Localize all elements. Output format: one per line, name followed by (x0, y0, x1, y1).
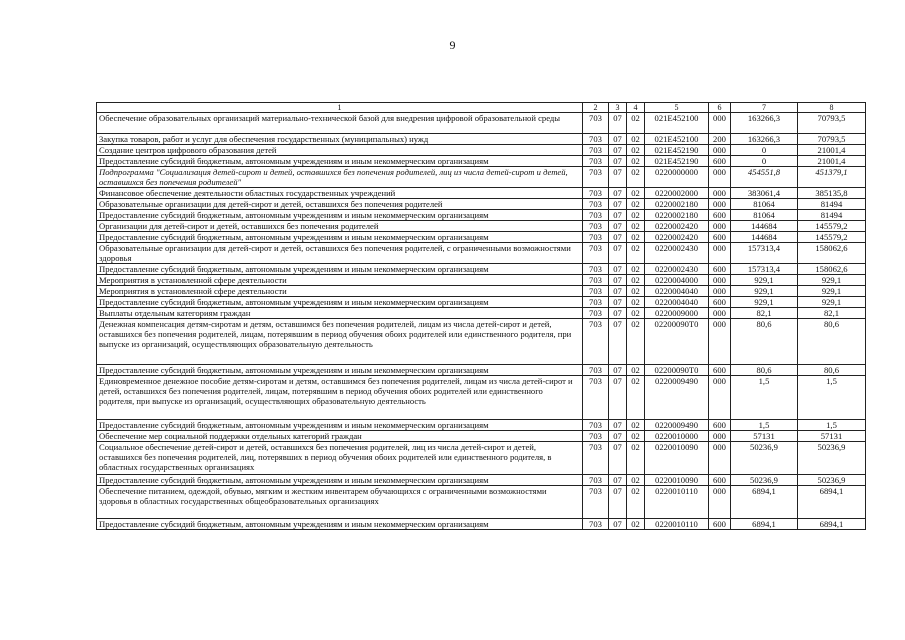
row-amount-year2-cell: 385135,8 (798, 188, 866, 199)
table-body (97, 103, 866, 530)
row-subsection-cell: 02 (627, 319, 645, 365)
table-row (97, 264, 866, 275)
table-row (97, 297, 866, 308)
row-section-cell: 07 (609, 134, 627, 145)
row-section-cell: 07 (609, 475, 627, 486)
row-amount-year1-cell: 80,6 (731, 365, 798, 376)
table-row (97, 308, 866, 319)
row-subsection-cell: 02 (627, 232, 645, 243)
row-subsection-cell: 02 (627, 275, 645, 286)
row-name-cell: Обеспечение образовательных организаций материально-технической базой для внедрения цифровой образовательной среды (97, 113, 583, 134)
row-section-cell: 07 (609, 232, 627, 243)
row-target-article-cell: 0220000000 (645, 167, 709, 188)
row-expense-type-cell: 600 (709, 420, 731, 431)
row-section-cell: 07 (609, 221, 627, 232)
table-row (97, 221, 866, 232)
row-section-cell: 07 (609, 442, 627, 475)
row-name-cell: Предоставление субсидий бюджетным, автономным учреждениям и иным некоммерческим организациям (97, 519, 583, 530)
row-name-cell: Организации для детей-сирот и детей, оставшихся без попечения родителей (97, 221, 583, 232)
row-target-article-cell: 0220009490 (645, 376, 709, 420)
row-target-article-cell: 0220002180 (645, 199, 709, 210)
row-target-article-cell: 0220002420 (645, 221, 709, 232)
row-amount-year2-cell: 929,1 (798, 297, 866, 308)
row-amount-year1-cell: 454551,8 (731, 167, 798, 188)
row-expense-type-cell: 000 (709, 308, 731, 319)
row-amount-year2-cell: 82,1 (798, 308, 866, 319)
table-row (97, 210, 866, 221)
row-subsection-cell: 02 (627, 156, 645, 167)
row-code-grbs-cell: 703 (583, 286, 609, 297)
row-code-grbs-cell: 703 (583, 232, 609, 243)
row-code-grbs-cell: 703 (583, 319, 609, 365)
row-amount-year1-cell: 81064 (731, 199, 798, 210)
row-code-grbs-cell: 703 (583, 210, 609, 221)
row-expense-type-cell: 000 (709, 431, 731, 442)
table-row (97, 365, 866, 376)
row-amount-year2-cell: 70793,5 (798, 113, 866, 134)
row-amount-year2-cell: 6894,1 (798, 486, 866, 519)
row-section-cell: 07 (609, 286, 627, 297)
row-name-cell: Образовательные организации для детей-сирот и детей, оставшихся без попечения родителей (97, 199, 583, 210)
table-row (97, 319, 866, 365)
row-subsection-cell: 02 (627, 431, 645, 442)
row-expense-type-cell: 000 (709, 113, 731, 134)
row-code-grbs-cell: 703 (583, 475, 609, 486)
row-code-grbs-cell: 703 (583, 486, 609, 519)
row-section-cell: 07 (609, 365, 627, 376)
header-cell-5: 5 (645, 103, 709, 113)
row-section-cell: 07 (609, 167, 627, 188)
row-expense-type-cell: 000 (709, 376, 731, 420)
row-target-article-cell: 021E452100 (645, 113, 709, 134)
row-section-cell: 07 (609, 431, 627, 442)
row-amount-year2-cell: 57131 (798, 431, 866, 442)
row-subsection-cell: 02 (627, 134, 645, 145)
row-name-cell: Образовательные организации для детей-сирот и детей, оставшихся без попечения родителей, с ограниченными возможностями здоровья (97, 243, 583, 264)
header-cell-1: 1 (97, 103, 583, 113)
table-row (97, 442, 866, 475)
row-amount-year2-cell: 929,1 (798, 275, 866, 286)
row-amount-year1-cell: 82,1 (731, 308, 798, 319)
row-name-cell: Обеспечение питанием, одеждой, обувью, мягким и жестким инвентарем обучающихся с ограниченными возможностями здоровья в областных государственных общеобразовательных организациях (97, 486, 583, 519)
row-expense-type-cell: 600 (709, 232, 731, 243)
row-section-cell: 07 (609, 308, 627, 319)
row-amount-year1-cell: 81064 (731, 210, 798, 221)
row-expense-type-cell: 000 (709, 145, 731, 156)
row-amount-year1-cell: 1,5 (731, 376, 798, 420)
row-section-cell: 07 (609, 188, 627, 199)
row-subsection-cell: 02 (627, 221, 645, 232)
row-section-cell: 07 (609, 275, 627, 286)
row-name-cell: Создание центров цифрового образования детей (97, 145, 583, 156)
row-code-grbs-cell: 703 (583, 134, 609, 145)
header-cell-8: 8 (798, 103, 866, 113)
row-section-cell: 07 (609, 210, 627, 221)
row-subsection-cell: 02 (627, 264, 645, 275)
row-subsection-cell: 02 (627, 210, 645, 221)
row-amount-year1-cell: 0 (731, 156, 798, 167)
row-subsection-cell: 02 (627, 113, 645, 134)
row-expense-type-cell: 600 (709, 519, 731, 530)
row-amount-year2-cell: 1,5 (798, 420, 866, 431)
row-expense-type-cell: 600 (709, 365, 731, 376)
row-amount-year2-cell: 50236,9 (798, 475, 866, 486)
table-row (97, 232, 866, 243)
row-expense-type-cell: 600 (709, 475, 731, 486)
table-row (97, 275, 866, 286)
row-amount-year1-cell: 157313,4 (731, 264, 798, 275)
row-expense-type-cell: 000 (709, 319, 731, 365)
table-row (97, 420, 866, 431)
row-amount-year2-cell: 21001,4 (798, 145, 866, 156)
row-expense-type-cell: 000 (709, 221, 731, 232)
row-amount-year2-cell: 451379,1 (798, 167, 866, 188)
row-code-grbs-cell: 703 (583, 431, 609, 442)
row-target-article-cell: 0220002000 (645, 188, 709, 199)
row-target-article-cell: 0220002430 (645, 243, 709, 264)
row-section-cell: 07 (609, 486, 627, 519)
row-expense-type-cell: 000 (709, 275, 731, 286)
row-expense-type-cell: 000 (709, 167, 731, 188)
row-subsection-cell: 02 (627, 442, 645, 475)
row-amount-year1-cell: 157313,4 (731, 243, 798, 264)
row-amount-year1-cell: 144684 (731, 232, 798, 243)
row-amount-year1-cell: 1,5 (731, 420, 798, 431)
row-section-cell: 07 (609, 420, 627, 431)
row-name-cell: Мероприятия в установленной сфере деятельности (97, 286, 583, 297)
row-name-cell: Мероприятия в установленной сфере деятельности (97, 275, 583, 286)
row-expense-type-cell: 200 (709, 134, 731, 145)
row-code-grbs-cell: 703 (583, 199, 609, 210)
row-name-cell: Предоставление субсидий бюджетным, автономным учреждениям и иным некоммерческим организациям (97, 297, 583, 308)
row-subsection-cell: 02 (627, 145, 645, 156)
row-amount-year1-cell: 929,1 (731, 286, 798, 297)
header-cell-6: 6 (709, 103, 731, 113)
row-code-grbs-cell: 703 (583, 297, 609, 308)
row-amount-year1-cell: 50236,9 (731, 442, 798, 475)
header-cell-7: 7 (731, 103, 798, 113)
row-subsection-cell: 02 (627, 188, 645, 199)
row-amount-year2-cell: 145579,2 (798, 221, 866, 232)
row-amount-year1-cell: 50236,9 (731, 475, 798, 486)
row-target-article-cell: 021E452100 (645, 134, 709, 145)
row-name-cell: Финансовое обеспечение деятельности областных государственных учреждений (97, 188, 583, 199)
row-amount-year1-cell: 383061,4 (731, 188, 798, 199)
row-subsection-cell: 02 (627, 243, 645, 264)
row-amount-year2-cell: 81494 (798, 199, 866, 210)
row-name-cell: Предоставление субсидий бюджетным, автономным учреждениям и иным некоммерческим организациям (97, 365, 583, 376)
row-code-grbs-cell: 703 (583, 188, 609, 199)
row-amount-year2-cell: 158062,6 (798, 264, 866, 275)
row-code-grbs-cell: 703 (583, 156, 609, 167)
row-amount-year2-cell: 6894,1 (798, 519, 866, 530)
table-row (97, 486, 866, 519)
budget-table-sheet (96, 102, 865, 530)
row-target-article-cell: 0220009490 (645, 420, 709, 431)
row-subsection-cell: 02 (627, 308, 645, 319)
row-name-cell: Единовременное денежное пособие детям-сиротам и детям, оставшимся без попечения родителей, лицам из числа детей-сирот и детей, оставшихся без попечения родителей, лицам, потерявшим в период обучения обоих родителей или единственного родителя, при выпуске из организаций, осуществляющих образовательную деятельность (97, 376, 583, 420)
row-amount-year2-cell: 21001,4 (798, 156, 866, 167)
row-target-article-cell: 0220002420 (645, 232, 709, 243)
row-code-grbs-cell: 703 (583, 420, 609, 431)
table-row (97, 113, 866, 134)
row-subsection-cell: 02 (627, 297, 645, 308)
header-cell-2: 2 (583, 103, 609, 113)
row-amount-year1-cell: 6894,1 (731, 519, 798, 530)
row-section-cell: 07 (609, 376, 627, 420)
row-target-article-cell: 0220010090 (645, 442, 709, 475)
row-amount-year1-cell: 6894,1 (731, 486, 798, 519)
row-amount-year2-cell: 80,6 (798, 365, 866, 376)
table-row (97, 145, 866, 156)
row-target-article-cell: 02200090Т0 (645, 365, 709, 376)
row-expense-type-cell: 600 (709, 264, 731, 275)
row-target-article-cell: 0220010000 (645, 431, 709, 442)
row-subsection-cell: 02 (627, 365, 645, 376)
row-amount-year2-cell: 929,1 (798, 286, 866, 297)
row-expense-type-cell: 000 (709, 199, 731, 210)
row-amount-year1-cell: 929,1 (731, 275, 798, 286)
row-code-grbs-cell: 703 (583, 167, 609, 188)
row-code-grbs-cell: 703 (583, 145, 609, 156)
table-row (97, 188, 866, 199)
row-code-grbs-cell: 703 (583, 442, 609, 475)
header-cell-4: 4 (627, 103, 645, 113)
row-expense-type-cell: 600 (709, 156, 731, 167)
row-code-grbs-cell: 703 (583, 365, 609, 376)
header-cell-3: 3 (609, 103, 627, 113)
row-subsection-cell: 02 (627, 286, 645, 297)
row-expense-type-cell: 000 (709, 486, 731, 519)
row-code-grbs-cell: 703 (583, 243, 609, 264)
row-name-cell: Закупка товаров, работ и услуг для обеспечения государственных (муниципальных) нужд (97, 134, 583, 145)
row-amount-year2-cell: 1,5 (798, 376, 866, 420)
row-expense-type-cell: 000 (709, 442, 731, 475)
row-section-cell: 07 (609, 264, 627, 275)
row-section-cell: 07 (609, 519, 627, 530)
table-row (97, 519, 866, 530)
row-subsection-cell: 02 (627, 199, 645, 210)
table-row (97, 286, 866, 297)
row-target-article-cell: 0220004000 (645, 275, 709, 286)
row-amount-year1-cell: 163266,3 (731, 113, 798, 134)
row-subsection-cell: 02 (627, 167, 645, 188)
row-code-grbs-cell: 703 (583, 308, 609, 319)
table-row (97, 199, 866, 210)
row-expense-type-cell: 000 (709, 188, 731, 199)
table-row (97, 167, 866, 188)
row-target-article-cell: 0220009000 (645, 308, 709, 319)
table-row (97, 156, 866, 167)
row-section-cell: 07 (609, 156, 627, 167)
row-name-cell: Обеспечение мер социальной поддержки отдельных категорий граждан (97, 431, 583, 442)
table-row (97, 134, 866, 145)
table-row (97, 431, 866, 442)
row-section-cell: 07 (609, 297, 627, 308)
row-subsection-cell: 02 (627, 519, 645, 530)
row-target-article-cell: 0220010110 (645, 486, 709, 519)
row-code-grbs-cell: 703 (583, 275, 609, 286)
row-amount-year1-cell: 57131 (731, 431, 798, 442)
row-amount-year1-cell: 144684 (731, 221, 798, 232)
row-target-article-cell: 0220004040 (645, 297, 709, 308)
row-subsection-cell: 02 (627, 420, 645, 431)
row-amount-year2-cell: 145579,2 (798, 232, 866, 243)
row-code-grbs-cell: 703 (583, 376, 609, 420)
row-subsection-cell: 02 (627, 486, 645, 519)
row-name-cell: Предоставление субсидий бюджетным, автономным учреждениям и иным некоммерческим организациям (97, 475, 583, 486)
row-amount-year1-cell: 80,6 (731, 319, 798, 365)
row-name-cell: Выплаты отдельным категориям граждан (97, 308, 583, 319)
row-target-article-cell: 021E452190 (645, 145, 709, 156)
row-section-cell: 07 (609, 113, 627, 134)
row-amount-year2-cell: 70793,5 (798, 134, 866, 145)
row-name-cell: Предоставление субсидий бюджетным, автономным учреждениям и иным некоммерческим организациям (97, 210, 583, 221)
row-code-grbs-cell: 703 (583, 113, 609, 134)
row-code-grbs-cell: 703 (583, 221, 609, 232)
table-row (97, 475, 866, 486)
row-subsection-cell: 02 (627, 376, 645, 420)
row-target-article-cell: 02200090Т0 (645, 319, 709, 365)
row-expense-type-cell: 000 (709, 286, 731, 297)
row-subsection-cell: 02 (627, 475, 645, 486)
row-section-cell: 07 (609, 145, 627, 156)
row-amount-year2-cell: 80,6 (798, 319, 866, 365)
table-row (97, 243, 866, 264)
row-amount-year2-cell: 158062,6 (798, 243, 866, 264)
row-target-article-cell: 021E452190 (645, 156, 709, 167)
row-target-article-cell: 0220002180 (645, 210, 709, 221)
table-row (97, 376, 866, 420)
row-name-cell: Предоставление субсидий бюджетным, автономным учреждениям и иным некоммерческим организациям (97, 420, 583, 431)
row-expense-type-cell: 000 (709, 243, 731, 264)
table-header-row (97, 103, 866, 113)
row-name-cell: Денежная компенсация детям-сиротам и детям, оставшимся без попечения родителей, лицам из числа детей-сирот и детей, оставшихся без попечения родителей, лицам, потерявшим в период обучения обоих родителей или единственного родителя, при выпуске из организаций, осуществляющих образовательную деятельность (97, 319, 583, 365)
budget-table (96, 102, 866, 530)
row-name-cell: Предоставление субсидий бюджетным, автономным учреждениям и иным некоммерческим организациям (97, 156, 583, 167)
row-amount-year1-cell: 929,1 (731, 297, 798, 308)
page-number: 9 (449, 38, 456, 52)
row-expense-type-cell: 600 (709, 210, 731, 221)
row-target-article-cell: 0220010110 (645, 519, 709, 530)
row-section-cell: 07 (609, 199, 627, 210)
row-name-cell: Предоставление субсидий бюджетным, автономным учреждениям и иным некоммерческим организациям (97, 232, 583, 243)
row-name-cell: Подпрограмма "Социализация детей-сирот и детей, оставшихся без попечения родителей, лиц из числа детей-сирот и детей, оставшихся без попечения родителей" (97, 167, 583, 188)
row-amount-year1-cell: 163266,3 (731, 134, 798, 145)
row-code-grbs-cell: 703 (583, 264, 609, 275)
row-target-article-cell: 0220010090 (645, 475, 709, 486)
row-name-cell: Предоставление субсидий бюджетным, автономным учреждениям и иным некоммерческим организациям (97, 264, 583, 275)
row-name-cell: Социальное обеспечение детей-сирот и детей, оставшихся без попечения родителей, лиц из числа детей-сирот и детей, оставшихся без попечения родителей, лиц, потерявших в период обучения обоих родителей или единственного родителя, в областных государственных организациях (97, 442, 583, 475)
row-amount-year2-cell: 50236,9 (798, 442, 866, 475)
row-code-grbs-cell: 703 (583, 519, 609, 530)
row-section-cell: 07 (609, 319, 627, 365)
row-amount-year1-cell: 0 (731, 145, 798, 156)
row-section-cell: 07 (609, 243, 627, 264)
row-target-article-cell: 0220004040 (645, 286, 709, 297)
row-expense-type-cell: 600 (709, 297, 731, 308)
row-target-article-cell: 0220002430 (645, 264, 709, 275)
row-amount-year2-cell: 81494 (798, 210, 866, 221)
